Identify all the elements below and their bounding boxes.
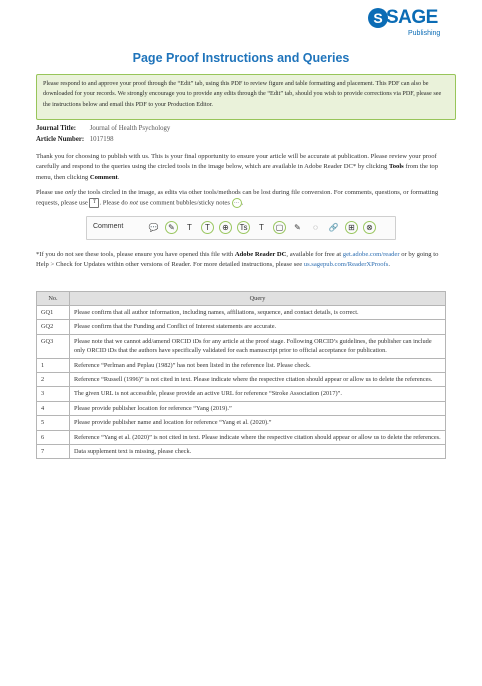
table-row (37, 416, 446, 430)
sage-logo-word: SAGE (386, 7, 438, 28)
query-no: 2 (37, 373, 70, 387)
table-row (37, 306, 446, 320)
tool-usage-paragraph: Please use only the tools circled in the image, as edits via other tools/methods can be lost during file conversion. For comments, questions, or formatting requests, please use T . Please do not use comment bubbles/sticky notes … . (36, 189, 439, 207)
table-row (37, 430, 446, 444)
header-no: No. (37, 292, 70, 306)
table-row (37, 320, 446, 334)
not-term: not (129, 199, 138, 207)
article-value: 1017198 (89, 136, 114, 143)
query-text: Please provide publisher name and location for reference “Yang et al. (2020).” (70, 416, 446, 430)
para3-text-a: *If you do not see these tools, please ensure you have opened this file with (36, 251, 235, 258)
query-no: 7 (37, 445, 70, 459)
notice-box: Please respond to and approve your proof through the “Edit” tab, using this PDF to review figure and table formatting and placement. This PDF can also be downloaded for your records. We strongly encourage you to provide any edits through the “Edit” tab, should you wish to provide corrections via PDF, please see the instructions below and email this PDF to your Production Editor. (36, 74, 456, 120)
journal-label: Journal Title: (36, 125, 76, 132)
shapes-tool-icon: ⊗ (363, 221, 376, 234)
eraser-tool-icon: ◌ (313, 223, 318, 232)
text-box-icon: T (89, 198, 99, 208)
tools-term: Tools (388, 163, 404, 171)
strikethrough-tool-icon: T (201, 221, 214, 234)
query-text: Reference “Russell (1996)” is not cited in text. Please indicate where the respective citation should appear or allow us to delete the references. (70, 373, 446, 387)
para2-text-a: Please use (36, 189, 65, 196)
insert-text-tool-icon: ⊕ (219, 221, 232, 234)
article-meta (36, 123, 170, 145)
query-text: Data supplement text is missing, please check. (70, 445, 446, 459)
only-term: only (64, 189, 77, 196)
toolbar-label: Comment (93, 223, 124, 230)
para1-text-c: . (117, 173, 120, 181)
para3-text-d: . (388, 261, 391, 269)
sage-logo (368, 8, 460, 40)
add-text-tool-icon: T (259, 223, 264, 232)
sage-logo-mark: S (368, 8, 388, 28)
query-no: 5 (37, 416, 70, 430)
para1-text-a: Thank you for choosing to publish with us. This is your final opportunity to ensure your article will be accurate at publication. Please review your proof carefully and respond to the queries using the circled tools in the image below, which are available in Adobe Reader DC* by clicking (36, 153, 437, 171)
para1-text-b: from the top menu, then clicking (36, 163, 439, 181)
query-no: 3 (37, 387, 70, 401)
header-query: Query (70, 292, 446, 306)
replace-text-tool-icon: Ts (237, 221, 250, 234)
query-no: 4 (37, 401, 70, 415)
pencil-tool-icon: ✎ (294, 223, 301, 232)
attach-tool-icon: 🔗 (328, 223, 339, 232)
query-text: Please provide publisher location for reference “Yang (2019).” (70, 401, 446, 415)
instructions-paragraph (36, 152, 448, 183)
table-row (37, 334, 446, 358)
page-title: Page Proof Instructions and Queries (132, 51, 350, 65)
table-row (37, 387, 446, 401)
table-header-row (37, 292, 446, 306)
para3-text-c: or by going to Help > Check for Updates within other versions of Reader. For more detailed instructions, please see (36, 251, 439, 269)
query-text: Please confirm that the Funding and Conflict of Interest statements are accurate. (70, 320, 446, 334)
reader-note-paragraph (36, 250, 448, 271)
journal-row (36, 123, 170, 134)
query-no: GQ1 (37, 306, 70, 320)
sticky-note-icon: … (232, 198, 242, 208)
highlight-tool-icon: ✎ (165, 221, 178, 234)
para2-text-d: use comment bubbles/sticky notes (137, 199, 232, 207)
sticky-note-tool-icon: 💬 (148, 223, 159, 232)
sage-logo-sub: Publishing (408, 30, 441, 37)
article-label: Article Number: (36, 136, 85, 143)
query-no: GQ2 (37, 320, 70, 334)
text-box-tool-icon: ▢ (273, 221, 286, 234)
table-row (37, 445, 446, 459)
article-row (36, 134, 170, 145)
table-row (37, 401, 446, 415)
query-no: GQ3 (37, 334, 70, 358)
comment-toolbar (86, 216, 396, 240)
comment-term: Comment (89, 173, 118, 181)
para2-text-c: . Please do (99, 199, 130, 207)
reader-proofs-link[interactable]: us.sagepub.com/ReaderXProofs (303, 261, 389, 269)
table-row (37, 358, 446, 372)
query-text: Please note that we cannot add/amend ORCID iDs for any article at the proof stage. Following ORCID’s guidelines, the publisher can include only ORCID iDs that the authors have specifically validated for each manuscript prior to official acceptance for publication. (70, 334, 446, 358)
para2-text-b: the tools circled in the image, as edits via other tools/methods can be lost during file conversion. For comments, questions, or formatting requests, please use (36, 189, 439, 207)
underline-tool-icon: T (187, 223, 192, 232)
query-text: Reference “Yang et al. (2020)” is not cited in text. Please indicate where the respective citation should appear or allow us to delete the references. (70, 430, 446, 444)
query-text: Reference “Perlman and Peplau (1982)” has not been listed in the reference list. Please check. (70, 358, 446, 372)
queries-table (36, 291, 446, 459)
para3-text-b: , available for free at (286, 251, 343, 258)
stamp-tool-icon: ⊞ (345, 221, 358, 234)
reader-term: Adobe Reader DC (234, 251, 287, 258)
adobe-reader-link[interactable]: get.adobe.com/reader (342, 251, 400, 258)
table-row (37, 373, 446, 387)
query-text: The given URL is not accessible, please provide an active URL for reference “Stroke Association (2017)”. (70, 387, 446, 401)
query-no: 1 (37, 358, 70, 372)
query-text: Please confirm that all author information, including names, affiliations, sequence, and contact details, is correct. (70, 306, 446, 320)
journal-value: Journal of Health Psychology (89, 125, 171, 132)
query-no: 6 (37, 430, 70, 444)
